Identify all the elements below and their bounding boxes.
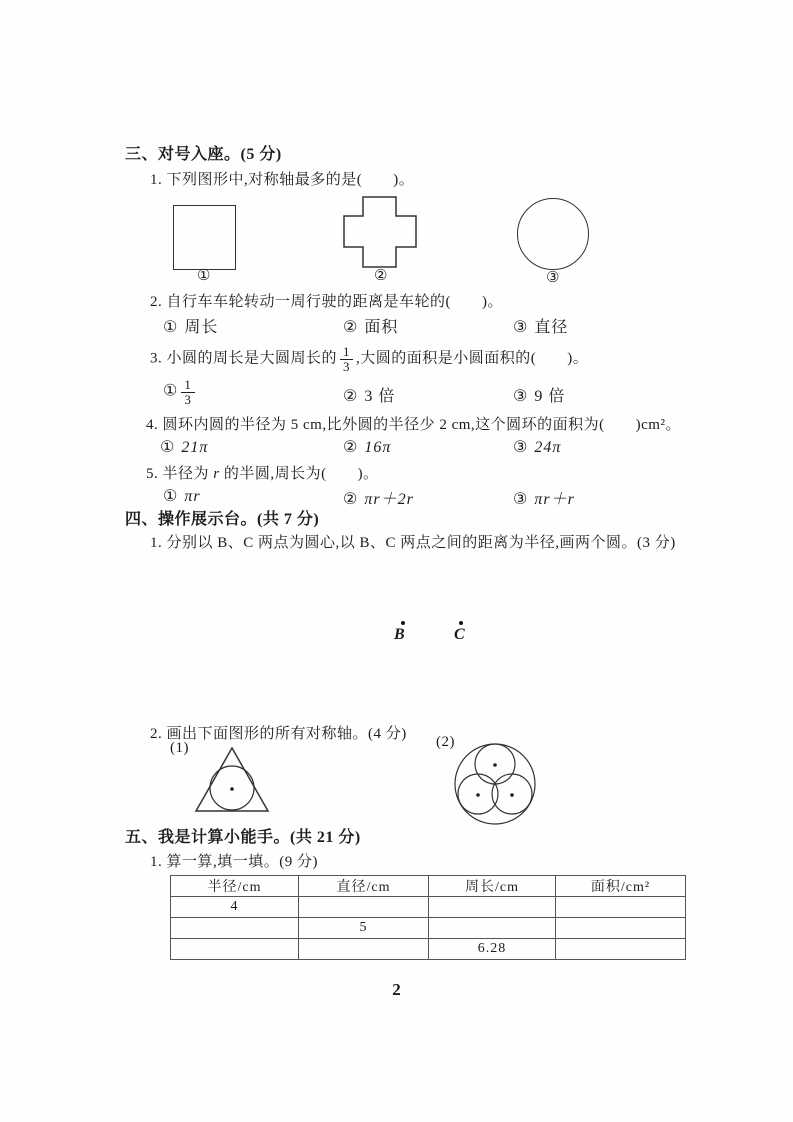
page-number: 2 [392,980,401,999]
point-c-dot [459,621,463,625]
square-shape [173,205,236,270]
section5-q1-text: 1. 算一算,填一填。(9 分) [150,854,318,870]
option-value: 周长 [184,319,219,336]
option-marker: ① [163,382,179,400]
cell-area [556,939,686,960]
option-value: 24π [534,439,562,456]
cell-diameter: 5 [299,918,429,939]
table-row [171,897,686,918]
q3-option-3 [513,383,565,406]
q4-option-2 [343,437,391,457]
q3-option-1 [163,378,198,406]
option-value: 直径 [534,319,569,336]
section3-q1-text: 1. 下列图形中,对称轴最多的是( )。 [150,172,415,188]
section3-title: 三、对号入座。(5 分) [125,146,282,163]
option-marker: ② [343,388,359,405]
q3-text-after: ,大圆的面积是小圆面积的( )。 [356,350,589,367]
section3-q5-text [146,462,379,483]
q2-option-3 [513,314,568,337]
table-row [171,918,686,939]
table-header-row [171,876,686,897]
option-value: πr＋r [534,491,575,508]
fraction-one-third: $\frac{1}{3}$ [181,378,195,406]
three-circles-figure [453,741,537,827]
col-header-area: 面积/cm² [556,876,686,897]
option-value: πr＋2r [364,491,414,508]
section5-title: 五、我是计算小能手。(共 21 分) [125,829,361,846]
option-marker: ③ [513,439,529,456]
col-header-radius: 半径/cm [171,876,299,897]
point-b-dot [401,621,405,625]
option-value: 9 倍 [534,388,566,405]
fraction-one-third: $\frac{1}{3}$ [340,345,353,373]
option-value: 面积 [364,319,399,336]
q5-text-before: 5. 半径为 [146,466,214,482]
cell-area [556,918,686,939]
figure1-label: (1) [170,740,189,756]
section3-q3-text [150,345,588,373]
col-header-circumference: 周长/cm [429,876,556,897]
section4-q1-text: 1. 分别以 B、C 两点为圆心,以 B、C 两点之间的距离为半径,画两个圆。(3 分) [150,535,676,551]
shape-label-3: ③ [546,270,560,286]
option-value: πr [184,488,201,505]
section3-q4-text: 4. 圆环内圆的半径为 5 cm,比外圆的半径少 2 cm,这个圆环的面积为( )cm²。 [146,417,681,433]
q5-option-1 [163,486,201,506]
point-c-label: C [454,626,465,643]
q5-option-3 [513,486,575,509]
cell-diameter [299,939,429,960]
q5-text-after: 的半圆,周长为( )。 [219,466,379,482]
cell-diameter [299,897,429,918]
cell-circumference [429,897,556,918]
q3-option-2 [343,383,395,406]
q4-option-1 [160,437,208,457]
point-b-label: B [394,626,405,643]
shape-label-2: ② [374,268,388,284]
q4-option-3 [513,437,561,457]
option-value: 3 倍 [364,388,396,405]
table-row [171,939,686,960]
q2-option-2 [343,314,398,337]
option-marker: ③ [513,319,529,336]
option-marker: ② [343,439,359,456]
section4-q2-text: 2. 画出下面图形的所有对称轴。(4 分) [150,726,407,742]
option-marker: ① [160,439,176,456]
q2-option-1 [163,314,218,337]
cell-area [556,897,686,918]
figure2-label: (2) [436,734,455,750]
shape-label-1: ① [197,268,211,284]
cell-circumference: 6.28 [429,939,556,960]
cross-shape [343,196,417,268]
circle-shape [517,198,589,270]
section4-title: 四、操作展示台。(共 7 分) [125,511,320,528]
triangle-incircle-figure [194,746,270,814]
cell-circumference [429,918,556,939]
q5-variable: r [213,466,220,482]
option-marker: ② [343,491,359,508]
option-value: 21π [181,439,209,456]
calc-table [170,875,686,960]
option-marker: ① [163,319,179,336]
option-marker: ③ [513,388,529,405]
cell-radius: 4 [171,897,299,918]
option-value: 16π [364,439,392,456]
option-marker: ① [163,488,179,505]
option-marker: ③ [513,491,529,508]
section3-q2-text: 2. 自行车车轮转动一周行驶的距离是车轮的( )。 [150,294,503,310]
cell-radius [171,939,299,960]
col-header-diameter: 直径/cm [299,876,429,897]
cell-radius [171,918,299,939]
q3-text-before: 3. 小圆的周长是大圆周长的 [150,350,338,367]
option-marker: ② [343,319,359,336]
q5-option-2 [343,486,414,509]
